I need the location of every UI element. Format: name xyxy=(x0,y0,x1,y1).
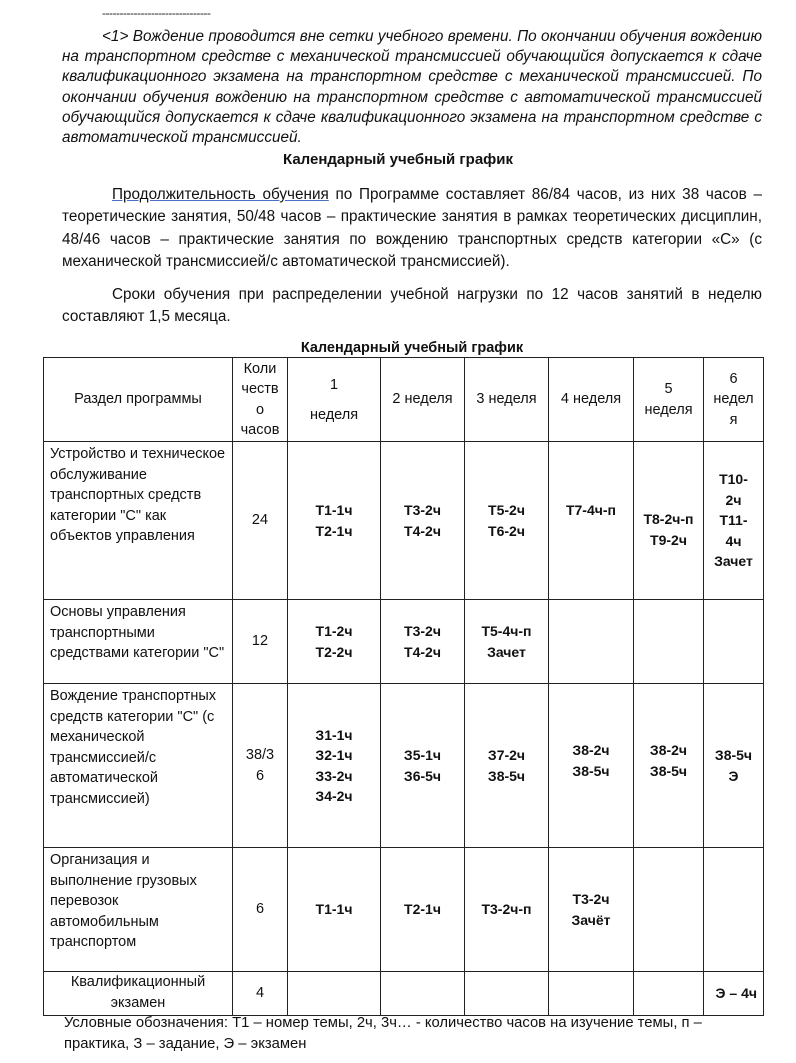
row-week-4 xyxy=(549,848,634,972)
entry: З5-1ч xyxy=(403,747,442,763)
entry: Т4-2ч xyxy=(404,643,441,660)
entry: З4-2ч xyxy=(315,788,353,804)
table-row xyxy=(44,848,764,972)
row-week-2 xyxy=(381,848,465,972)
header-week-line: неделя xyxy=(644,401,693,418)
footnote-body: <1> Вождение проводится вне сетки учебного времени. По окончании обучения вождению на транспортном средстве с механической трансмиссией обучающийся допускается к сдаче квалификационного экзамена на транспортном средстве с механической трансмиссией. По окончании обучения вождению на транспортном средстве с автоматической трансмиссией обучающийся допускается к сдаче квалификационного экзамена на транспортном средстве с автоматической трансмиссией. xyxy=(62,28,762,147)
entry: З2-1ч xyxy=(315,747,353,763)
schedule-table xyxy=(43,357,764,1016)
entry: Т3-2ч-п xyxy=(481,901,532,918)
term-text: Сроки обучения при распределении учебной нагрузки по 12 часов занятий в неделю составляют 1,5 месяца. xyxy=(62,286,762,326)
row-hours: 6 xyxy=(233,848,288,972)
legend: Условные обозначения: Т1 – номер темы, 2ч, 3ч… - количество часов на изучение темы, п – практика, З – задание, Э – экзамен xyxy=(64,1015,702,1052)
entry: Т2-1ч xyxy=(404,901,441,918)
header-section: Раздел программы xyxy=(44,358,233,442)
entry: Т8-2ч-п xyxy=(643,511,694,527)
header-hours-line: о xyxy=(255,401,265,418)
row-week-6 xyxy=(704,442,764,600)
row-week-3 xyxy=(465,684,549,848)
entry: З8-5ч xyxy=(487,767,526,784)
row-week-3 xyxy=(465,972,549,1016)
row-hours xyxy=(233,684,288,848)
table-row xyxy=(44,442,764,600)
entry: З1-1ч xyxy=(315,726,353,743)
row-week-4 xyxy=(549,684,634,848)
entry: Зачет xyxy=(487,643,526,660)
entry: Т5-2ч xyxy=(488,502,525,518)
row-week-4 xyxy=(549,442,634,600)
table-row xyxy=(44,600,764,684)
section-title: Календарный учебный график xyxy=(282,151,514,168)
row-week-2 xyxy=(381,972,465,1016)
header-week-4: 4 неделя xyxy=(549,358,634,442)
header-week-line: я xyxy=(729,411,738,428)
row-week-3 xyxy=(465,600,549,684)
entry: З8-5ч xyxy=(649,762,688,779)
table-row xyxy=(44,972,764,1016)
entry: З8-5ч xyxy=(714,747,753,763)
header-week-6 xyxy=(704,358,764,442)
entry: Т1-2ч xyxy=(315,623,353,639)
row-section: Устройство и техническое обслуживание транспортных средств категории "С" как объектов управления xyxy=(44,442,233,600)
row-week-1 xyxy=(288,600,381,684)
header-week-line: 6 xyxy=(729,370,738,387)
row-week-3 xyxy=(465,442,549,600)
row-week-5 xyxy=(634,600,704,684)
row-hours: 24 xyxy=(233,442,288,600)
entry: З8-5ч xyxy=(572,762,610,779)
entry: Т3-2ч xyxy=(404,623,441,639)
entry: Т9-2ч xyxy=(650,531,687,548)
row-week-5 xyxy=(634,848,704,972)
hours-line: 6 xyxy=(255,767,265,784)
entry: Зачёт xyxy=(571,911,611,928)
table-header-row xyxy=(44,358,764,442)
entry: Т1-1ч xyxy=(315,502,353,518)
header-week-line: недел xyxy=(713,391,754,408)
row-hours: 4 xyxy=(233,972,288,1016)
row-week-1 xyxy=(288,848,381,972)
row-week-5 xyxy=(634,684,704,848)
entry: Т7-4ч-п xyxy=(565,502,617,519)
duration-paragraph xyxy=(62,184,762,273)
row-hours: 12 xyxy=(233,600,288,684)
row-week-5 xyxy=(634,972,704,1016)
row-week-2 xyxy=(381,442,465,600)
entry: Т3-2ч xyxy=(404,502,441,518)
row-week-2 xyxy=(381,600,465,684)
header-hours-line: честв xyxy=(241,381,279,397)
entry: З7-2ч xyxy=(487,747,526,763)
header-week-3: 3 неделя xyxy=(465,358,549,442)
entry: З8-2ч xyxy=(649,742,688,758)
header-week-line: 1 xyxy=(329,376,339,393)
entry: З8-2ч xyxy=(572,742,610,758)
entry: З3-2ч xyxy=(315,767,353,784)
footnote-separator: ------------------------------- xyxy=(102,6,211,20)
header-week-5 xyxy=(634,358,704,442)
table-row xyxy=(44,684,764,848)
duration-text: по Программе составляет 86/84 часов, из них 38 часов – теоретические занятия, 50/48 часов – практические занятия в рамках теоретических дисциплин, 48/46 часов – практические занятия по вождению транспортных средств категории «С» (с механической трансмиссией/с автоматической трансмиссией). xyxy=(62,186,763,270)
row-week-1 xyxy=(288,684,381,848)
hours-line: 38/3 xyxy=(245,747,275,763)
header-week-1 xyxy=(288,358,381,442)
row-week-5 xyxy=(634,442,704,600)
term-paragraph xyxy=(62,284,762,329)
header-week-line: неделя xyxy=(309,406,359,423)
entry: Т5-4ч-п xyxy=(481,623,532,639)
entry: Т2-1ч xyxy=(315,522,353,539)
footnote-text xyxy=(62,27,762,148)
row-week-1 xyxy=(288,442,381,600)
header-hours xyxy=(233,358,288,442)
row-section: Вождение транспортных средств категории "С" (с механической трансмиссией/с автоматической трансмиссией) xyxy=(44,684,233,848)
row-week-6 xyxy=(704,848,764,972)
entry: Т4-2ч xyxy=(404,522,441,539)
entry: З6-5ч xyxy=(403,767,442,784)
row-week-1 xyxy=(288,972,381,1016)
row-section: Квалификационный экзамен xyxy=(44,972,233,1016)
entry: 2ч xyxy=(725,491,742,508)
entry: Т6-2ч xyxy=(488,522,525,539)
entry: Э xyxy=(728,767,739,784)
entry: Т11- xyxy=(719,512,748,529)
entry: Т1-1ч xyxy=(315,901,353,918)
header-hours-line: часов xyxy=(240,422,280,438)
row-week-2 xyxy=(381,684,465,848)
entry: Т10- xyxy=(719,471,748,488)
header-hours-line: Коли xyxy=(243,360,277,377)
row-section: Основы управления транспортными средствами категории "С" xyxy=(44,600,233,684)
row-week-3 xyxy=(465,848,549,972)
header-week-line: 5 xyxy=(664,381,673,397)
row-week-4 xyxy=(549,600,634,684)
header-week-2: 2 неделя xyxy=(381,358,465,442)
entry: Т2-2ч xyxy=(315,643,353,660)
row-week-6 xyxy=(704,600,764,684)
table-caption: Календарный учебный график xyxy=(300,340,524,356)
row-week-6 xyxy=(704,684,764,848)
row-week-6: Э – 4ч xyxy=(704,972,764,1016)
row-section: Организация и выполнение грузовых перевозок автомобильным транспортом xyxy=(44,848,233,972)
entry: Т3-2ч xyxy=(572,891,610,907)
row-week-4 xyxy=(549,972,634,1016)
spellcheck-underlined-phrase[interactable]: Продолжительность обучения xyxy=(112,186,329,203)
entry: Зачет xyxy=(714,553,753,570)
entry: 4ч xyxy=(725,532,742,549)
